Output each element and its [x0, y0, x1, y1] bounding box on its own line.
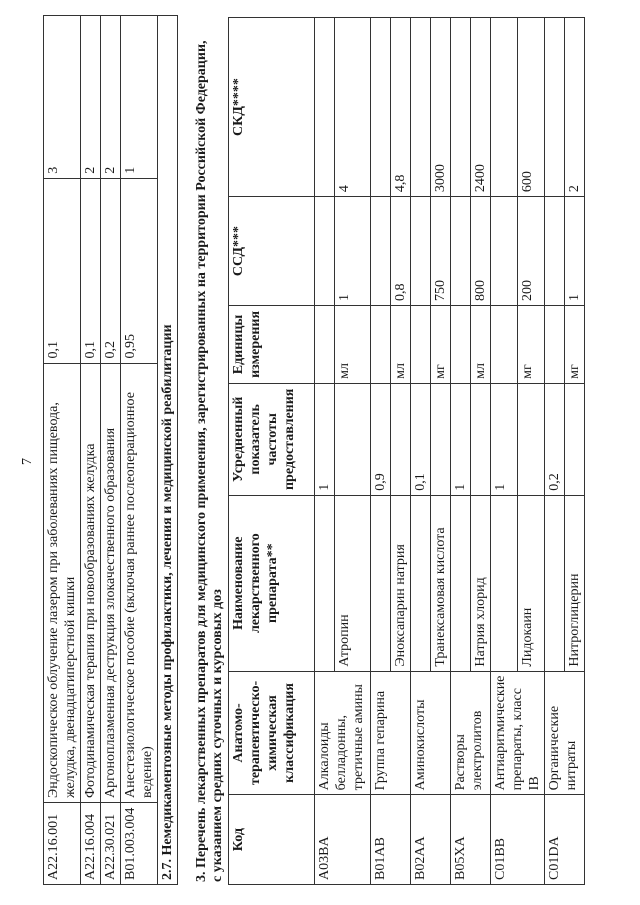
service-code: A22.16.004: [81, 803, 101, 885]
unit: мл: [471, 306, 491, 384]
frequency: 1: [451, 383, 471, 495]
service-frequency: 0,2: [101, 178, 121, 363]
col-header-unit: Единицы измерения: [229, 306, 315, 384]
services-table: [43, 15, 178, 885]
col-header-drug-name: Наименование лекарственного препарата**: [229, 495, 315, 671]
service-multiplicity: 3: [44, 16, 81, 179]
unit: мг: [565, 306, 585, 384]
atc-class: Антиаритмические препараты, класс IB: [491, 671, 545, 795]
table-row: [44, 16, 81, 885]
table-header-row: [229, 18, 315, 885]
page-number: 7: [20, 458, 35, 465]
section-heading-3: 3. Перечень лекарственных препаратов для медицинского применения, зарегистрированных на территории Российской Федерации, с указанием средних суточных и курсовых доз: [194, 40, 225, 882]
drug-name: Атропин: [335, 495, 371, 671]
service-name: Аргоноплазменная деструкция злокачественного образования: [101, 363, 121, 802]
table-row: [121, 16, 158, 885]
ssd-value: 800: [471, 197, 491, 306]
service-name: Фотодинамическая терапия при новообразованиях желудка: [81, 363, 101, 802]
atc-code: B05XA: [451, 795, 491, 885]
ssd-value: 1: [335, 197, 371, 306]
frequency: 0,1: [411, 383, 431, 495]
frequency: 1: [491, 383, 518, 495]
service-code: B01.003.004: [121, 803, 158, 885]
atc-class: Органические нитраты: [545, 671, 585, 795]
frequency: 1: [315, 383, 335, 495]
service-code: A22.16.001: [44, 803, 81, 885]
unit: мг: [431, 306, 451, 384]
atc-class: Растворы электролитов: [451, 671, 491, 795]
skd-value: 600: [518, 18, 545, 197]
section-heading-2-7: 2.7. Немедикаментозные методы профилактики, лечения и медицинской реабилитации: [158, 16, 178, 885]
ssd-value: 1: [565, 197, 585, 306]
ssd-value: 200: [518, 197, 545, 306]
drug-name: Натрия хлорид: [471, 495, 491, 671]
col-header-skd: СКД****: [229, 18, 315, 197]
service-multiplicity: 1: [121, 16, 158, 179]
table-row: [158, 16, 178, 885]
drug-name: Транексамовая кислота: [431, 495, 451, 671]
service-name: Эндоскопическое облучение лазером при заболеваниях пищевода, желудка, двенадцатиперстной кишки: [44, 363, 81, 802]
ssd-value: 750: [431, 197, 451, 306]
service-frequency: 0,1: [81, 178, 101, 363]
atc-class: Группа гепарина: [371, 671, 411, 795]
skd-value: 2: [565, 18, 585, 197]
atc-group-row: [451, 18, 471, 885]
atc-code: A03BA: [315, 795, 371, 885]
service-multiplicity: 2: [101, 16, 121, 179]
atc-code: C01BB: [491, 795, 545, 885]
atc-group-row: [371, 18, 391, 885]
atc-group-row: [545, 18, 565, 885]
unit: мл: [335, 306, 371, 384]
skd-value: 4,8: [391, 18, 411, 197]
unit: мл: [391, 306, 411, 384]
frequency: 0,2: [545, 383, 565, 495]
atc-group-row: [491, 18, 518, 885]
table-row: [101, 16, 121, 885]
atc-code: B02AA: [411, 795, 451, 885]
skd-value: 3000: [431, 18, 451, 197]
drugs-table: [228, 17, 585, 885]
col-header-code: Код: [229, 795, 315, 885]
frequency: 0,9: [371, 383, 391, 495]
col-header-ssd: ССД***: [229, 197, 315, 306]
ssd-value: 0,8: [391, 197, 411, 306]
skd-value: 4: [335, 18, 371, 197]
table-row: [81, 16, 101, 885]
drug-name: Лидокаин: [518, 495, 545, 671]
service-code: A22.30.021: [101, 803, 121, 885]
atc-code: B01AB: [371, 795, 411, 885]
drug-name: Нитроглицерин: [565, 495, 585, 671]
atc-group-row: [315, 18, 335, 885]
atc-code: C01DA: [545, 795, 585, 885]
atc-class: Алкалоиды белладонны, третичные амины: [315, 671, 371, 795]
service-name: Анестезиологическое пособие (включая раннее послеоперационное ведение): [121, 363, 158, 802]
col-header-frequency: Усредненный показатель частоты предоставления: [229, 383, 315, 495]
service-frequency: 0,95: [121, 178, 158, 363]
skd-value: 2400: [471, 18, 491, 197]
unit: мг: [518, 306, 545, 384]
service-multiplicity: 2: [81, 16, 101, 179]
atc-group-row: [411, 18, 431, 885]
drug-name: Эноксапарин натрия: [391, 495, 411, 671]
col-header-atc: Анатомо-терапевтическо-химическая классификация: [229, 671, 315, 795]
atc-class: Аминокислоты: [411, 671, 451, 795]
service-frequency: 0,1: [44, 178, 81, 363]
